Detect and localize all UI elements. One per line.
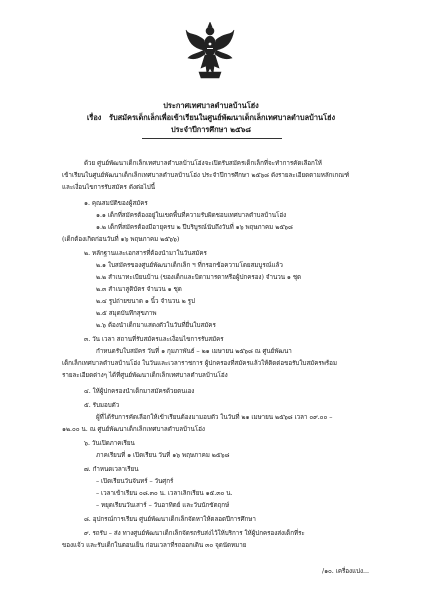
section-6-line: ภาคเรียนที่ ๑ เปิดเรียน วันที่ ๑๖ พฤษภาคม ๒๕๖๘ xyxy=(96,452,230,459)
section-5-title: ๕. รับมอบตัว xyxy=(84,402,120,409)
section-2-item-3: ๒.๓ สำเนาสูติบัตร จำนวน ๑ ชุด xyxy=(96,286,182,293)
section-1-note: (เด็กต้องเกิดก่อนวันที่ ๑๖ พฤษภาคม ๒๕๖๖) xyxy=(62,236,180,243)
section-7-item-1: – เปิดเรียนวันจันทร์ – วันศุกร์ xyxy=(96,478,174,485)
section-2-item-4: ๒.๔ รูปถ่ายขนาด ๑ นิ้ว จำนวน ๒ รูป xyxy=(96,298,195,305)
section-2-item-5: ๒.๕ สมุดบันทึกสุขภาพ xyxy=(96,310,157,317)
subject-label: เรื่อง xyxy=(86,113,102,122)
section-2-title: ๒. หลักฐานและเอกสารที่ต้องนำมาในวันสมัคร xyxy=(84,250,207,257)
title-divider xyxy=(142,138,282,139)
section-3-line-3: รายละเอียดต่างๆ ได้ที่ศูนย์พัฒนาเด็กเล็กเทศบาลตำบลบ้านโฮ่ง xyxy=(62,372,228,379)
section-1-item-2: ๑.๒ เด็กที่สมัครต้องมีอายุครบ ๒ ปีบริบูรณ์นับถึงวันที่ ๑๖ พฤษภาคม ๒๕๖๘ xyxy=(96,224,293,231)
section-2-item-6: ๒.๖ ต้องนำเด็กมาแสดงตัวในวันที่ยื่นใบสมัคร xyxy=(96,322,216,329)
section-7-item-2: – เวลาเข้าเรียน ๐๘.๓๐ น. เวลาเลิกเรียน ๑๕.๓๐ น. xyxy=(96,490,233,497)
garuda-emblem-icon xyxy=(185,22,235,80)
intro-line-2: เข้าเรียนในศูนย์พัฒนาเด็กเล็กเทศบาลตำบลบ้านโฮ่ง ประจำปีการศึกษา ๒๕๖๘ ดังรายละเอียดตามหลักเกณฑ์ xyxy=(62,172,350,179)
section-4-title: ๔. ให้ผู้ปกครองนำเด็กมาสมัครด้วยตนเอง xyxy=(84,388,195,395)
section-1-item-1: ๑.๑ เด็กที่สมัครต้องอยู่ในเขตพื้นที่ความรับผิดชอบเทศบาลตำบลบ้านโฮ่ง xyxy=(96,212,287,219)
section-6-title: ๖. วันเปิดภาคเรียน xyxy=(84,440,135,447)
announcement-title: ประกาศเทศบาลตำบลบ้านโฮ่ง xyxy=(163,101,259,110)
section-8-title: ๘. อุปกรณ์การเรียน ศูนย์พัฒนาเด็กเล็กจัดหาให้ตลอดปีการศึกษา xyxy=(84,516,256,523)
announcement-subject-row xyxy=(0,112,422,124)
section-5-line-1: ผู้ที่ได้รับการคัดเลือกให้เข้าเรียนต้องมามอบตัว ในวันที่ ๒๑ เมษายน ๒๕๖๘ เวลา ๐๙.๐๐ – xyxy=(96,414,333,421)
section-1-title: ๑. คุณสมบัติของผู้สมัคร xyxy=(84,200,148,207)
section-9-line-2: ของแจ้ว และรับเด็กในตอนเย็น ก่อนเวลาที่รถออกเดิน ๓๐ จุดนัดหมาย xyxy=(62,542,247,549)
section-2-item-2: ๒.๒ สำเนาทะเบียนบ้าน (ของเด็กและบิดามารดาหรือผู้ปกครอง) จำนวน ๑ ชุด xyxy=(96,274,302,281)
section-9-line-1: ๙. รถรับ – ส่ง ทางศูนย์พัฒนาเด็กเล็กจัดรถรับส่งไว้ให้บริการ ให้ผู้ปกครองส่งเด็กที่ระ xyxy=(84,530,305,537)
section-7-item-3: – หยุดเรียนวันเสาร์ – วันอาทิตย์ และวันนักขัตฤกษ์ xyxy=(96,502,230,509)
section-2-item-1: ๒.๑ ใบสมัครของศูนย์พัฒนาเด็กเล็ก ฯ ที่กรอกข้อความโดยสมบูรณ์แล้ว xyxy=(96,262,283,269)
continue-marker: /๑๐. เครื่องแบ่ง... xyxy=(322,568,369,575)
section-3-title: ๓. วัน เวลา สถานที่รับสมัครและเงื่อนไขการรับสมัคร xyxy=(84,336,224,343)
section-3-line-2: เด็กเล็กเทศบาลตำบลบ้านโฮ่ง ในวันและเวลาราชการ ผู้ปกครองที่สมัครแล้วให้ติดต่อขอรับใบสมัครพร้อม xyxy=(62,360,337,367)
section-3-line-1: กำหนดรับใบสมัคร วันที่ ๑ กุมภาพันธ์ – ๒๑ เมษายน ๒๕๖๘ ณ ศูนย์พัฒนา xyxy=(96,348,292,355)
academic-year: ประจำปีการศึกษา ๒๕๖๘ xyxy=(170,125,252,134)
subject-text: รับสมัครเด็กเล็กเพื่อเข้าเรียนในศูนย์พัฒนาเด็กเล็กเทศบาลตำบลบ้านโฮ่ง xyxy=(108,113,336,122)
intro-line-3: และเงื่อนไขการรับสมัคร ดังต่อไปนี้ xyxy=(62,184,155,191)
section-7-title: ๗. กำหนดเวลาเรียน xyxy=(84,466,139,473)
intro-line-1: ด้วย ศูนย์พัฒนาเด็กเล็กเทศบาลตำบลบ้านโฮ่งจะเปิดรับสมัครเด็กเล็กที่จะทำการคัดเลือกให้ xyxy=(84,160,322,167)
section-5-line-2: ๑๒.๐๐ น. ณ ศูนย์พัฒนาเด็กเล็กเทศบาลตำบลบ้านโฮ่ง xyxy=(62,426,205,433)
